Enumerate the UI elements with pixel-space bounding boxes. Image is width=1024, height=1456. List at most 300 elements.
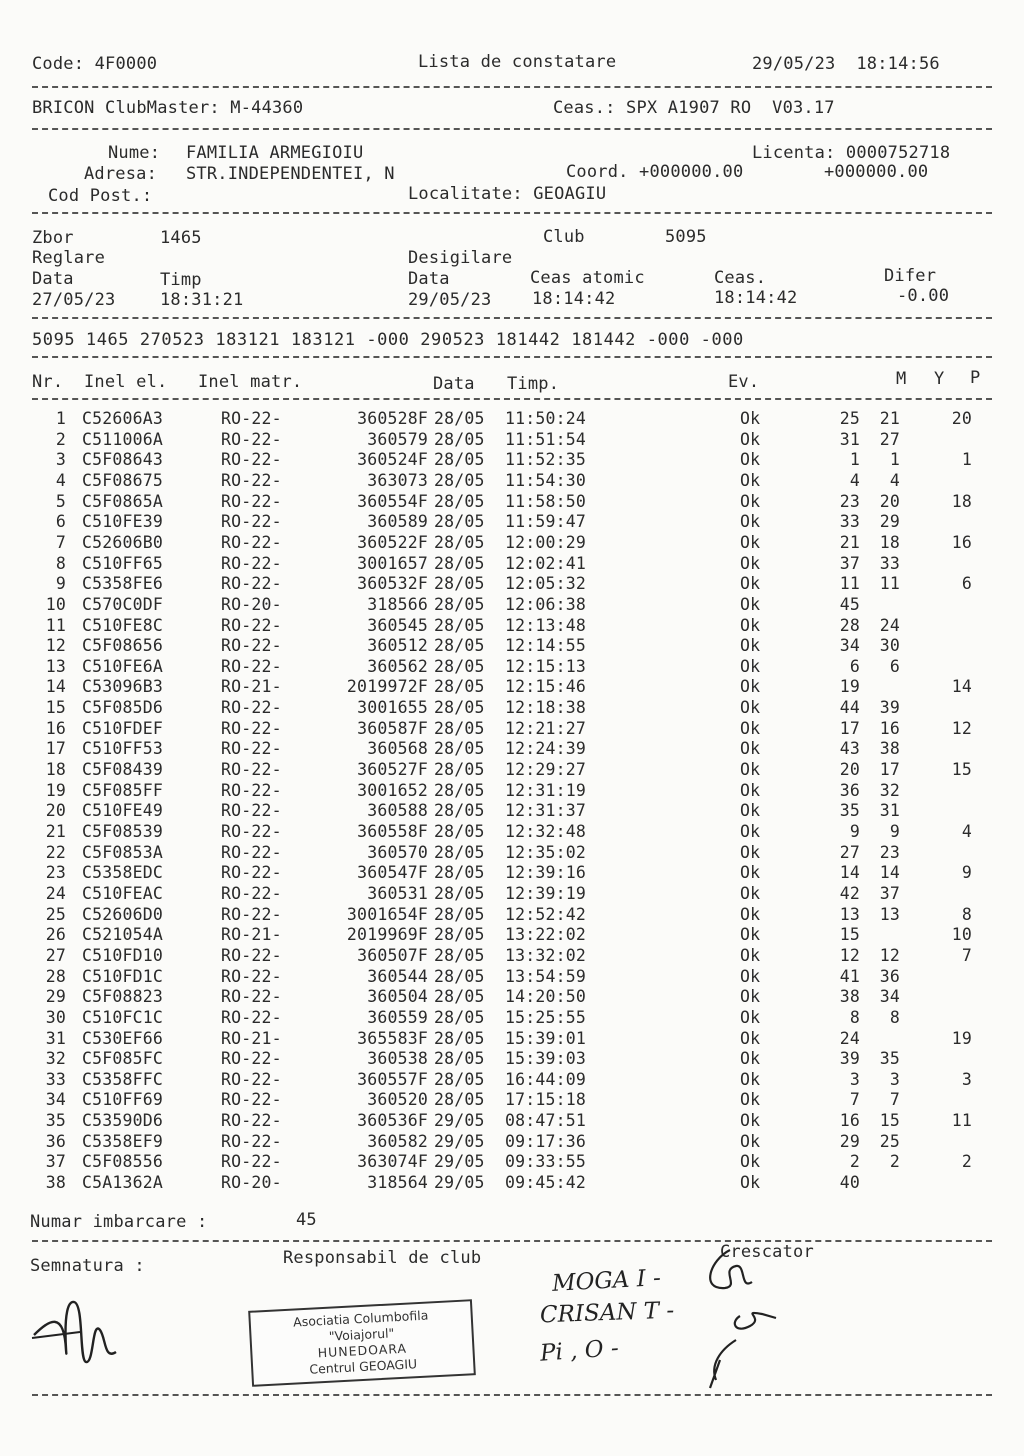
rank-y: 30	[879, 636, 900, 655]
electronic-ring: C5358EF9	[82, 1132, 164, 1151]
electronic-ring: C5F0865A	[82, 492, 164, 511]
clock-id: Ceas.: SPX A1907 RO V03.17	[553, 98, 835, 118]
arrival-date: 28/05	[434, 554, 485, 573]
licence-number: Licenta: 0000752718	[752, 143, 951, 163]
ring-number: 360507F	[357, 946, 428, 965]
rank-m: 44	[839, 698, 860, 717]
row-number: 20	[45, 801, 66, 820]
event-status: Ok	[740, 450, 761, 469]
ring-prefix: RO-22-	[221, 450, 282, 469]
event-status: Ok	[740, 677, 761, 696]
arrival-date: 28/05	[434, 739, 485, 758]
arrival-time: 11:59:47	[505, 512, 587, 531]
ring-number: 360582	[367, 1132, 428, 1151]
responsabil-label: Responsabil de club	[283, 1248, 482, 1268]
row-number: 31	[45, 1029, 66, 1048]
ring-prefix: RO-22-	[221, 946, 282, 965]
electronic-ring: C510FE6A	[82, 657, 164, 676]
ring-number: 2019969F	[346, 925, 428, 944]
arrival-date: 28/05	[434, 946, 485, 965]
arrival-time: 12:24:39	[505, 739, 587, 758]
col-timp: Timp.	[507, 374, 560, 394]
rank-m: 25	[839, 409, 860, 428]
ring-prefix: RO-22-	[221, 409, 282, 428]
electronic-ring: C510FC1C	[82, 1008, 164, 1027]
electronic-ring: C5358FFC	[82, 1070, 164, 1089]
event-status: Ok	[740, 781, 761, 800]
rank-m: 34	[839, 636, 860, 655]
club-value: 5095	[665, 227, 707, 247]
rank-y: 6	[889, 657, 900, 676]
ring-number: 360570	[367, 843, 428, 862]
divider	[32, 212, 992, 214]
rank-m: 29	[839, 1132, 860, 1151]
rank-y: 20	[879, 492, 900, 511]
col-inel-el: Inel el.	[84, 372, 168, 392]
rank-y: 14	[879, 863, 900, 882]
electronic-ring: C510FF65	[82, 554, 164, 573]
arrival-date: 28/05	[434, 967, 485, 986]
ring-prefix: RO-22-	[221, 905, 282, 924]
arrival-time: 12:31:37	[505, 801, 587, 820]
arrival-date: 28/05	[434, 822, 485, 841]
arrival-date: 28/05	[434, 1070, 485, 1089]
divider	[32, 86, 992, 88]
divider	[32, 1240, 992, 1242]
row-number: 37	[45, 1152, 66, 1171]
electronic-ring: C5A1362A	[82, 1173, 164, 1192]
ring-number: 360504	[367, 987, 428, 1006]
ring-prefix: RO-22-	[221, 781, 282, 800]
arrival-date: 28/05	[434, 719, 485, 738]
arrival-time: 11:51:54	[505, 430, 587, 449]
electronic-ring: C510FE39	[82, 512, 164, 531]
event-status: Ok	[740, 1173, 761, 1192]
rank-m: 33	[839, 512, 860, 531]
arrival-time: 12:18:38	[505, 698, 587, 717]
event-status: Ok	[740, 471, 761, 490]
divider	[32, 398, 992, 400]
electronic-ring: C53096B3	[82, 677, 164, 696]
arrival-time: 09:45:42	[505, 1173, 587, 1192]
row-number: 4	[55, 471, 66, 490]
event-status: Ok	[740, 554, 761, 573]
divider	[32, 128, 992, 130]
row-number: 7	[55, 533, 66, 552]
arrival-date: 28/05	[434, 492, 485, 511]
electronic-ring: C570C0DF	[82, 595, 164, 614]
event-status: Ok	[740, 1070, 761, 1089]
row-number: 35	[45, 1111, 66, 1130]
rank-m: 9	[849, 822, 860, 841]
electronic-ring: C5F08656	[82, 636, 164, 655]
rank-m: 27	[839, 843, 860, 862]
row-number: 22	[45, 843, 66, 862]
arrival-time: 13:54:59	[505, 967, 587, 986]
coord-1: Coord. +000000.00	[566, 162, 744, 182]
desigilare-data-label: Data	[408, 269, 450, 289]
electronic-ring: C5F08539	[82, 822, 164, 841]
ring-number: 360520	[367, 1090, 428, 1109]
rank-m: 23	[839, 492, 860, 511]
ring-prefix: RO-22-	[221, 636, 282, 655]
signature-right	[680, 1230, 790, 1390]
electronic-ring: C510FDEF	[82, 719, 164, 738]
electronic-ring: C5F085D6	[82, 698, 164, 717]
club-label: Club	[543, 227, 585, 247]
rank-y: 24	[879, 616, 900, 635]
owner-address: STR.INDEPENDENTEI, N	[186, 164, 395, 184]
row-number: 15	[45, 698, 66, 717]
reglare-timp-label: Timp	[160, 270, 202, 290]
row-number: 33	[45, 1070, 66, 1089]
desigilare-label: Desigilare	[408, 248, 513, 268]
rank-m: 3	[849, 1070, 860, 1089]
event-status: Ok	[740, 1111, 761, 1130]
electronic-ring: C510FF69	[82, 1090, 164, 1109]
rank-y: 34	[879, 987, 900, 1006]
ring-prefix: RO-22-	[221, 987, 282, 1006]
rank-m: 37	[839, 554, 860, 573]
ring-prefix: RO-22-	[221, 884, 282, 903]
ring-prefix: RO-22-	[221, 760, 282, 779]
reglare-data-label: Data	[32, 269, 74, 289]
electronic-ring: C5F08675	[82, 471, 164, 490]
rank-y: 3	[889, 1070, 900, 1089]
ring-number: 360554F	[357, 492, 428, 511]
ring-number: 3001652	[357, 781, 428, 800]
arrival-time: 09:17:36	[505, 1132, 587, 1151]
ring-number: 360536F	[357, 1111, 428, 1130]
ring-number: 360544	[367, 967, 428, 986]
ring-prefix: RO-22-	[221, 822, 282, 841]
electronic-ring: C511006A	[82, 430, 164, 449]
event-status: Ok	[740, 987, 761, 1006]
rank-p: 20	[951, 409, 972, 428]
row-number: 17	[45, 739, 66, 758]
arrival-time: 09:33:55	[505, 1152, 587, 1171]
ring-prefix: RO-22-	[221, 471, 282, 490]
arrival-date: 28/05	[434, 925, 485, 944]
arrival-time: 11:52:35	[505, 450, 587, 469]
rank-m: 12	[839, 946, 860, 965]
arrival-date: 29/05	[434, 1111, 485, 1130]
row-number: 29	[45, 987, 66, 1006]
rank-y: 15	[879, 1111, 900, 1130]
signature-left	[24, 1290, 124, 1380]
row-number: 2	[55, 430, 66, 449]
event-status: Ok	[740, 636, 761, 655]
rank-p: 2	[961, 1152, 972, 1171]
event-status: Ok	[740, 884, 761, 903]
ring-number: 360562	[367, 657, 428, 676]
event-status: Ok	[740, 512, 761, 531]
event-status: Ok	[740, 657, 761, 676]
rank-y: 38	[879, 739, 900, 758]
ring-number: 2019972F	[346, 677, 428, 696]
arrival-date: 28/05	[434, 450, 485, 469]
arrival-time: 12:00:29	[505, 533, 587, 552]
arrival-time: 15:25:55	[505, 1008, 587, 1027]
event-status: Ok	[740, 739, 761, 758]
rank-m: 1	[849, 450, 860, 469]
divider	[32, 317, 992, 319]
event-status: Ok	[740, 822, 761, 841]
electronic-ring: C5F085FC	[82, 1049, 164, 1068]
arrival-time: 12:06:38	[505, 595, 587, 614]
electronic-ring: C5358FE6	[82, 574, 164, 593]
electronic-ring: C510FF53	[82, 739, 164, 758]
semnatura-label: Semnatura :	[30, 1256, 145, 1276]
arrival-time: 11:58:50	[505, 492, 587, 511]
name-label: Nume:	[108, 143, 161, 163]
arrival-date: 28/05	[434, 677, 485, 696]
rank-y: 21	[879, 409, 900, 428]
event-status: Ok	[740, 1008, 761, 1027]
rank-y: 32	[879, 781, 900, 800]
arrival-date: 28/05	[434, 616, 485, 635]
rank-p: 14	[951, 677, 972, 696]
ring-prefix: RO-20-	[221, 595, 282, 614]
rank-p: 15	[951, 760, 972, 779]
arrival-date: 28/05	[434, 430, 485, 449]
event-status: Ok	[740, 698, 761, 717]
event-status: Ok	[740, 801, 761, 820]
rank-m: 42	[839, 884, 860, 903]
ring-number: 360528F	[357, 409, 428, 428]
ring-number: 360522F	[357, 533, 428, 552]
ring-prefix: RO-22-	[221, 554, 282, 573]
rank-m: 45	[839, 595, 860, 614]
arrival-date: 28/05	[434, 512, 485, 531]
desigilare-clock: 18:14:42	[714, 288, 798, 308]
arrival-date: 28/05	[434, 533, 485, 552]
ring-number: 360538	[367, 1049, 428, 1068]
ring-number: 360547F	[357, 863, 428, 882]
row-number: 38	[45, 1173, 66, 1192]
ring-number: 365583F	[357, 1029, 428, 1048]
rank-p: 7	[961, 946, 972, 965]
ring-number: 360568	[367, 739, 428, 758]
row-number: 18	[45, 760, 66, 779]
row-number: 12	[45, 636, 66, 655]
rank-m: 2	[849, 1152, 860, 1171]
arrival-date: 28/05	[434, 698, 485, 717]
ring-number: 360588	[367, 801, 428, 820]
ring-prefix: RO-22-	[221, 698, 282, 717]
row-number: 8	[55, 554, 66, 573]
row-number: 36	[45, 1132, 66, 1151]
col-nr: Nr.	[32, 372, 64, 392]
arrival-date: 28/05	[434, 987, 485, 1006]
rank-m: 41	[839, 967, 860, 986]
arrival-date: 28/05	[434, 843, 485, 862]
ring-number: 360558F	[357, 822, 428, 841]
ring-number: 360579	[367, 430, 428, 449]
rank-m: 8	[849, 1008, 860, 1027]
rank-m: 40	[839, 1173, 860, 1192]
ring-prefix: RO-22-	[221, 719, 282, 738]
reglare-time: 18:31:21	[160, 290, 244, 310]
address-label: Adresa:	[84, 164, 158, 184]
rank-y: 1	[889, 450, 900, 469]
electronic-ring: C510FE8C	[82, 616, 164, 635]
col-m: M	[896, 369, 907, 389]
zbor-value: 1465	[160, 228, 202, 248]
row-number: 14	[45, 677, 66, 696]
ring-prefix: RO-22-	[221, 430, 282, 449]
arrival-time: 12:29:27	[505, 760, 587, 779]
flight-summary: 5095 1465 270523 183121 183121 -000 290523 181442 181442 -000 -000	[32, 330, 744, 350]
event-status: Ok	[740, 967, 761, 986]
arrival-time: 12:14:55	[505, 636, 587, 655]
row-number: 13	[45, 657, 66, 676]
event-status: Ok	[740, 760, 761, 779]
arrival-time: 12:52:42	[505, 905, 587, 924]
ring-prefix: RO-22-	[221, 1008, 282, 1027]
electronic-ring: C52606B0	[82, 533, 164, 552]
row-number: 19	[45, 781, 66, 800]
event-status: Ok	[740, 430, 761, 449]
arrival-time: 15:39:03	[505, 1049, 587, 1068]
event-status: Ok	[740, 1049, 761, 1068]
ring-prefix: RO-22-	[221, 1049, 282, 1068]
arrival-date: 28/05	[434, 1090, 485, 1109]
arrival-date: 28/05	[434, 595, 485, 614]
ring-prefix: RO-22-	[221, 1111, 282, 1130]
rank-p: 12	[951, 719, 972, 738]
arrival-date: 28/05	[434, 863, 485, 882]
ring-number: 360524F	[357, 450, 428, 469]
arrival-time: 13:32:02	[505, 946, 587, 965]
rank-m: 13	[839, 905, 860, 924]
ring-prefix: RO-21-	[221, 925, 282, 944]
arrival-date: 28/05	[434, 1008, 485, 1027]
locality: Localitate: GEOAGIU	[408, 184, 607, 204]
arrival-time: 12:21:27	[505, 719, 587, 738]
handwritten-line-2: CRISAN T -	[539, 1297, 675, 1329]
rank-p: 9	[961, 863, 972, 882]
col-p: P	[970, 368, 981, 388]
rank-y: 17	[879, 760, 900, 779]
electronic-ring: C5358EDC	[82, 863, 164, 882]
arrival-date: 28/05	[434, 409, 485, 428]
ring-prefix: RO-22-	[221, 739, 282, 758]
rank-m: 38	[839, 987, 860, 1006]
rank-y: 27	[879, 430, 900, 449]
ring-number: 3001657	[357, 554, 428, 573]
ring-number: 360557F	[357, 1070, 428, 1089]
rank-y: 7	[889, 1090, 900, 1109]
rank-p: 18	[951, 492, 972, 511]
electronic-ring: C5F085FF	[82, 781, 164, 800]
ring-number: 360512	[367, 636, 428, 655]
ring-number: 363074F	[357, 1152, 428, 1171]
ring-number: 360531	[367, 884, 428, 903]
event-status: Ok	[740, 409, 761, 428]
rank-y: 25	[879, 1132, 900, 1151]
electronic-ring: C52606D0	[82, 905, 164, 924]
ring-number: 363073	[367, 471, 428, 490]
electronic-ring: C5F0853A	[82, 843, 164, 862]
rank-y: 4	[889, 471, 900, 490]
ring-prefix: RO-22-	[221, 616, 282, 635]
ring-number: 360532F	[357, 574, 428, 593]
arrival-date: 28/05	[434, 801, 485, 820]
club-stamp	[248, 1299, 476, 1387]
rank-p: 10	[951, 925, 972, 944]
ring-prefix: RO-22-	[221, 1070, 282, 1089]
rank-m: 20	[839, 760, 860, 779]
arrival-time: 12:05:32	[505, 574, 587, 593]
handwritten-line-1: MOGA I -	[551, 1265, 662, 1297]
electronic-ring: C5F08556	[82, 1152, 164, 1171]
numar-value: 45	[296, 1210, 317, 1230]
arrival-date: 28/05	[434, 574, 485, 593]
ring-prefix: RO-22-	[221, 801, 282, 820]
rank-y: 8	[889, 1008, 900, 1027]
electronic-ring: C5F08823	[82, 987, 164, 1006]
rank-m: 31	[839, 430, 860, 449]
arrival-date: 28/05	[434, 884, 485, 903]
rank-m: 39	[839, 1049, 860, 1068]
row-number: 25	[45, 905, 66, 924]
rank-m: 4	[849, 471, 860, 490]
row-number: 5	[55, 492, 66, 511]
rank-y: 9	[889, 822, 900, 841]
document-code: Code: 4F0000	[32, 54, 158, 74]
rank-p: 11	[951, 1111, 972, 1130]
arrival-time: 11:54:30	[505, 471, 587, 490]
postcode-label: Cod Post.:	[48, 186, 153, 206]
event-status: Ok	[740, 574, 761, 593]
stamp-line-4: Centrul GEOAGIU	[309, 1356, 418, 1377]
arrival-time: 16:44:09	[505, 1070, 587, 1089]
ring-prefix: RO-22-	[221, 657, 282, 676]
electronic-ring: C52606A3	[82, 409, 164, 428]
arrival-date: 29/05	[434, 1173, 485, 1192]
arrival-time: 12:35:02	[505, 843, 587, 862]
row-number: 32	[45, 1049, 66, 1068]
desigilare-date: 29/05/23	[408, 290, 492, 310]
rank-p: 8	[961, 905, 972, 924]
electronic-ring: C510FEAC	[82, 884, 164, 903]
rank-m: 14	[839, 863, 860, 882]
desigilare-atomic: 18:14:42	[532, 289, 616, 309]
ring-number: 318564	[367, 1173, 428, 1192]
arrival-date: 28/05	[434, 471, 485, 490]
difer-label: Difer	[884, 266, 937, 286]
ring-prefix: RO-21-	[221, 1029, 282, 1048]
rank-m: 7	[849, 1090, 860, 1109]
ceas-atomic-label: Ceas atomic	[530, 268, 645, 288]
device-id: BRICON ClubMaster: M-44360	[32, 98, 304, 118]
ring-number: 3001654F	[346, 905, 428, 924]
ring-number: 360559	[367, 1008, 428, 1027]
electronic-ring: C530EF66	[82, 1029, 164, 1048]
row-number: 6	[55, 512, 66, 531]
rank-y: 12	[879, 946, 900, 965]
row-number: 10	[45, 595, 66, 614]
row-number: 21	[45, 822, 66, 841]
ring-prefix: RO-22-	[221, 843, 282, 862]
rank-m: 21	[839, 533, 860, 552]
row-number: 16	[45, 719, 66, 738]
ring-prefix: RO-22-	[221, 967, 282, 986]
rank-y: 36	[879, 967, 900, 986]
rank-p: 6	[961, 574, 972, 593]
rank-m: 6	[849, 657, 860, 676]
